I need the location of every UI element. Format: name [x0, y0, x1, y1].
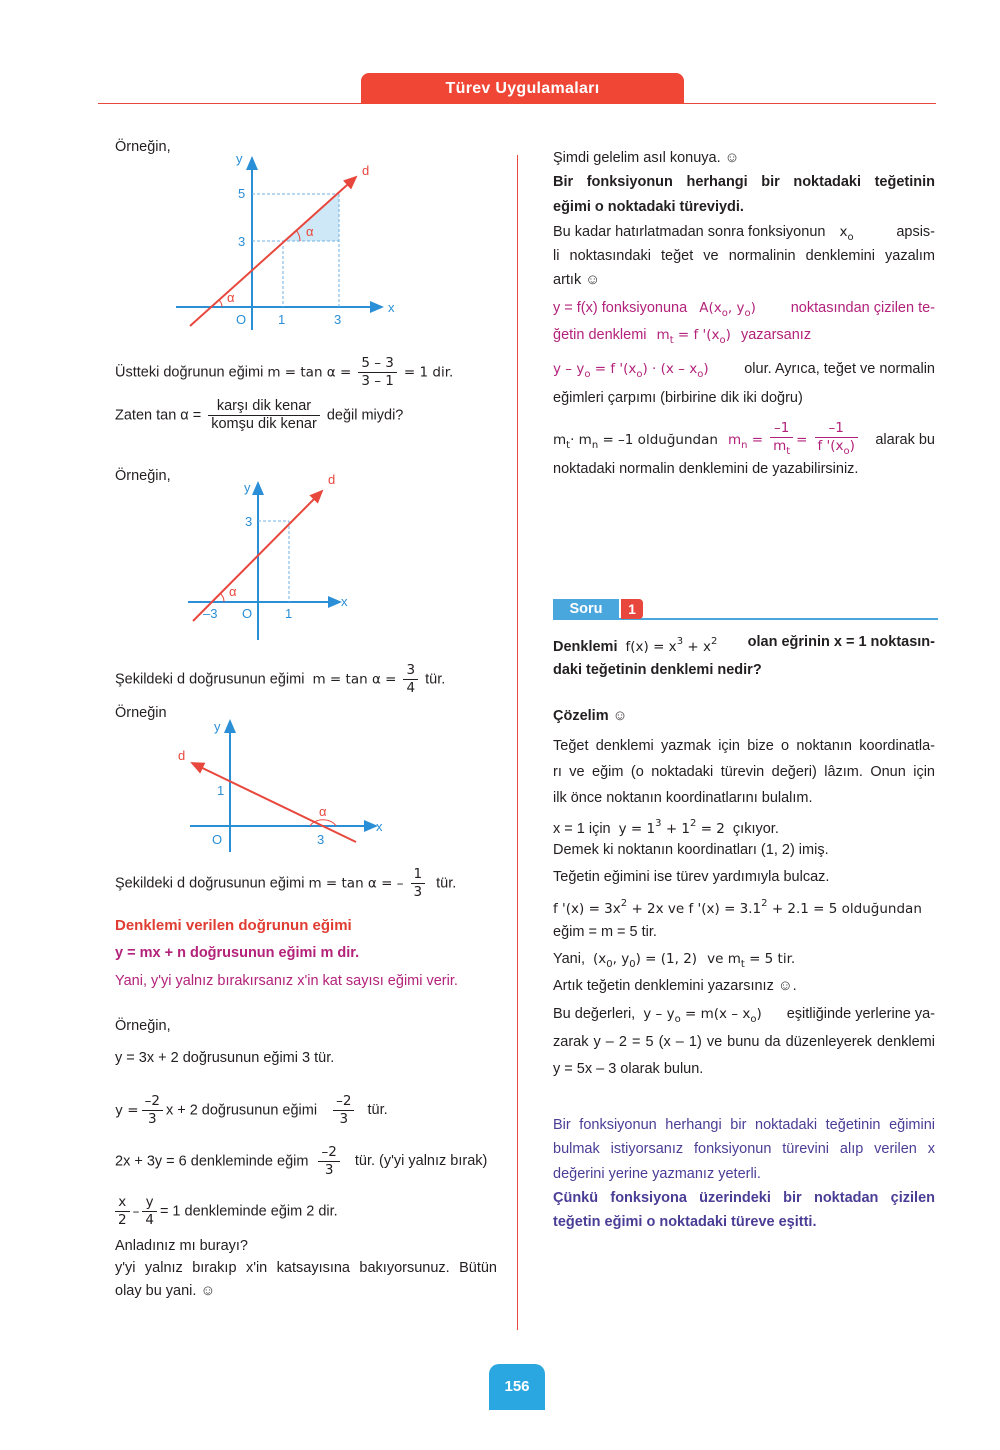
paragraph-line: eğimleri çarpımı (birbirine dik iki doğru) [553, 390, 803, 406]
fraction: $\frac{-2}{3}$ [333, 1093, 354, 1128]
question-text: Denklemi $f(x) = x^3 + x^2$ olan eğrinin x = 1 noktasın- [553, 634, 935, 655]
graph-3 [172, 712, 387, 852]
note-line: Bir fonksiyonun herhangi bir noktadaki teğetinin eğimini [553, 1117, 935, 1133]
alpha-label: α [227, 290, 235, 305]
x-tick: –3 [203, 606, 218, 621]
paragraph-line: Bu kadar hatırlatmadan sonra fonksiyonun $x_o$ apsis- [553, 224, 935, 243]
example-line: y = 3x + 2 doğrusunun eğimi 3 tür. [115, 1050, 335, 1066]
key-statement: eğimi o noktadaki türeviydi. [553, 199, 744, 215]
solution-line: eğim = m = 5 tir. [553, 924, 657, 940]
x-label: x [388, 300, 395, 315]
fraction: $\frac{-1}{m_t}$ [770, 420, 793, 460]
fraction: $\frac{-2}{3}$ [318, 1144, 339, 1179]
paragraph-line: noktadaki normalin denklemini de yazabilirsiniz. [553, 461, 859, 477]
origin-label: O [242, 606, 253, 621]
chapter-title: Türev Uygulamaları [361, 73, 684, 104]
example-label: Örneğin [115, 705, 167, 721]
solution-line: Teğetin eğimini ise türev yardımıyla bulcaz. [553, 869, 830, 885]
tangent-def: ğetin denklemi $m_t = f$ '$(x_o)$ yazarsanız [553, 327, 812, 346]
solution-line: rı ve eğim (o noktadaki türevin değeri) lâzım. Onun için [553, 764, 935, 780]
closing-text: y'yi yalnız bırakıp x'in katsayısına bakıyorsunuz. Bütün [115, 1260, 497, 1276]
example-label: Örneğin, [115, 1018, 171, 1034]
solution-line: y = 5x – 3 olarak bulun. [553, 1061, 704, 1077]
note-line: değerini yerine yazmanız yeterli. [553, 1166, 761, 1182]
solution-line: f '$(x) = 3x^2 + 2x$ ve f '$(x) = 3.1^2 + 2.1 = 5$ olduğundan [553, 898, 922, 917]
line-label: d [362, 163, 370, 178]
y-label: y [244, 480, 251, 495]
example-label: Örneğin, [115, 139, 171, 155]
tangent-def: y = f(x) fonksiyonuna $A(x_o$, $y_o$) noktasından çizilen te- [553, 300, 935, 319]
solution-line: Demek ki noktanın koordinatları (1, 2) imiş. [553, 842, 829, 858]
fraction: $\frac{\text{karşı dik kenar}}{\text{komşu dik kenar}}$ [208, 398, 320, 433]
fraction: $\frac{1}{3}$ [411, 866, 426, 901]
x-label: x [376, 819, 383, 834]
key-statement: Bir fonksiyonun herhangi bir noktadaki teğetinin [553, 174, 935, 190]
x-tick: 1 [285, 606, 293, 621]
example-line: $\frac{x}{2}$ – $\frac{y}{4}$ = 1 denkleminde eğim 2 dir. [115, 1194, 338, 1229]
page-number: 156 [489, 1364, 545, 1410]
y-tick: 5 [238, 186, 246, 201]
origin-label: O [236, 312, 247, 327]
fraction: $\frac{5 - 3}{3 - 1}$ [358, 355, 397, 390]
line-d [192, 763, 356, 842]
x-label: x [341, 594, 348, 609]
normal-slope: $m_t\cdot m_n = -1$ olduğundan $m_n$ = $\frac{-1}{m_t}$ = $\frac{-1}{f '(x_o)}$ alarak bu [553, 420, 935, 460]
question-number: 1 [621, 599, 643, 619]
alpha-label: α [319, 804, 327, 819]
line-d [190, 177, 356, 326]
x-tick: 3 [317, 832, 325, 847]
example-line: y = $\frac{-2}{3}$ x + 2 doğrusunun eğimi $\frac{-2}{3}$ tür. [115, 1093, 388, 1127]
column-divider [517, 155, 518, 1330]
example-line: 2x + 3y = 6 denkleminde eğim $\frac{-2}{3}$ tür. (y'yi yalnız bırak) [115, 1144, 488, 1178]
section-rule: y = mx + n doğrusunun eğimi m dir. [115, 945, 360, 961]
y-label: y [236, 151, 243, 166]
fraction: $\frac{x}{2}$ [115, 1194, 130, 1229]
section-note: Yani, y'yi yalnız bırakırsanız x'in kat sayısı eğimi verir. [115, 973, 458, 989]
x-tick: 1 [278, 312, 286, 327]
solution-line: ilk önce noktanın koordinatlarını bulalım. [553, 790, 813, 806]
angle-arc [219, 300, 222, 307]
solution-line: Yani, ($x_0$, $y_0) = (1$, 2) ve $m_t = 5$ tir. [553, 951, 796, 970]
closing-text: olay bu yani. ☺ [115, 1283, 216, 1299]
line-label: d [328, 472, 336, 487]
y-tick: 3 [238, 234, 246, 249]
fraction: $\frac{-1}{f '(x_o)}$ [815, 420, 858, 460]
solution-heading: Çözelim ☺ [553, 708, 628, 724]
graph-1 [170, 150, 410, 330]
note-emphasis: teğetin eğimi o noktadaki türeve eşitti. [553, 1214, 817, 1230]
line-label: d [178, 748, 186, 763]
fraction: $\frac{3}{4}$ [403, 662, 418, 697]
slope-sentence: Şekildeki d doğrusunun eğimi m = tan α = – $\frac{1}{3}$ tür. [115, 866, 457, 900]
question-label: Soru [553, 599, 619, 619]
intro-text: Şimdi gelelim asıl konuya. ☺ [553, 150, 740, 166]
note-line: bulmak istiyorsanız fonksiyonun türevini alıp verilen x [553, 1141, 935, 1157]
y-tick: 3 [245, 514, 253, 529]
x-tick: 3 [334, 312, 342, 327]
alpha-label: α [229, 584, 237, 599]
tangent-equation: $y - y_o = f$ '$(x_o) \cdot (x - x_o)$ olur. Ayrıca, teğet ve normalin [553, 361, 935, 380]
section-title: Denklemi verilen doğrunun eğimi [115, 917, 352, 934]
slope-sentence: Şekildeki d doğrusunun eğimi m = tan α = $\frac{3}{4}$ tür. [115, 662, 446, 696]
fraction: $\frac{y}{4}$ [142, 1194, 157, 1229]
paragraph-line: artık ☺ [553, 272, 601, 288]
y-label: y [214, 719, 221, 734]
question-text: daki teğetinin denklemi nedir? [553, 662, 762, 678]
y-tick: 1 [217, 783, 225, 798]
solution-line: Artık teğetin denklemini yazarsınız ☺. [553, 978, 797, 994]
graph-2 [185, 470, 360, 645]
tan-definition: Zaten tan α = $\frac{\text{karşı dik kenar}}{\text{komşu dik kenar}}$ değil miydi? [115, 398, 404, 432]
solution-line: Bu değerleri, $y - y_o = m(x - x_o)$ eşitliğinde yerlerine ya- [553, 1006, 935, 1025]
fraction: $\frac{-2}{3}$ [142, 1093, 163, 1128]
note-emphasis: Çünkü fonksiyona üzerindeki bir noktadan çizilen [553, 1190, 935, 1206]
alpha-label: α [306, 224, 314, 239]
solution-line: Teğet denklemi yazmak için bize o noktanın koordinatla- [553, 738, 935, 754]
solution-line: x = 1 için $y = 1^3 + 1^2 = 2$ çıkıyor. [553, 818, 779, 837]
paragraph-line: li noktasındaki teğet ve normalinin denklemini yazalım [553, 248, 935, 264]
origin-label: O [212, 832, 223, 847]
slope-sentence: Üstteki doğrunun eğimi m = tan α = $\frac{5 - 3}{3 - 1}$ = 1 dir. [115, 355, 454, 389]
solution-line: zarak y – 2 = 5 (x – 1) ve bunu da düzenleyerek denklemi [553, 1034, 935, 1050]
example-label: Örneğin, [115, 468, 171, 484]
closing-question: Anladınız mı burayı? [115, 1238, 248, 1254]
